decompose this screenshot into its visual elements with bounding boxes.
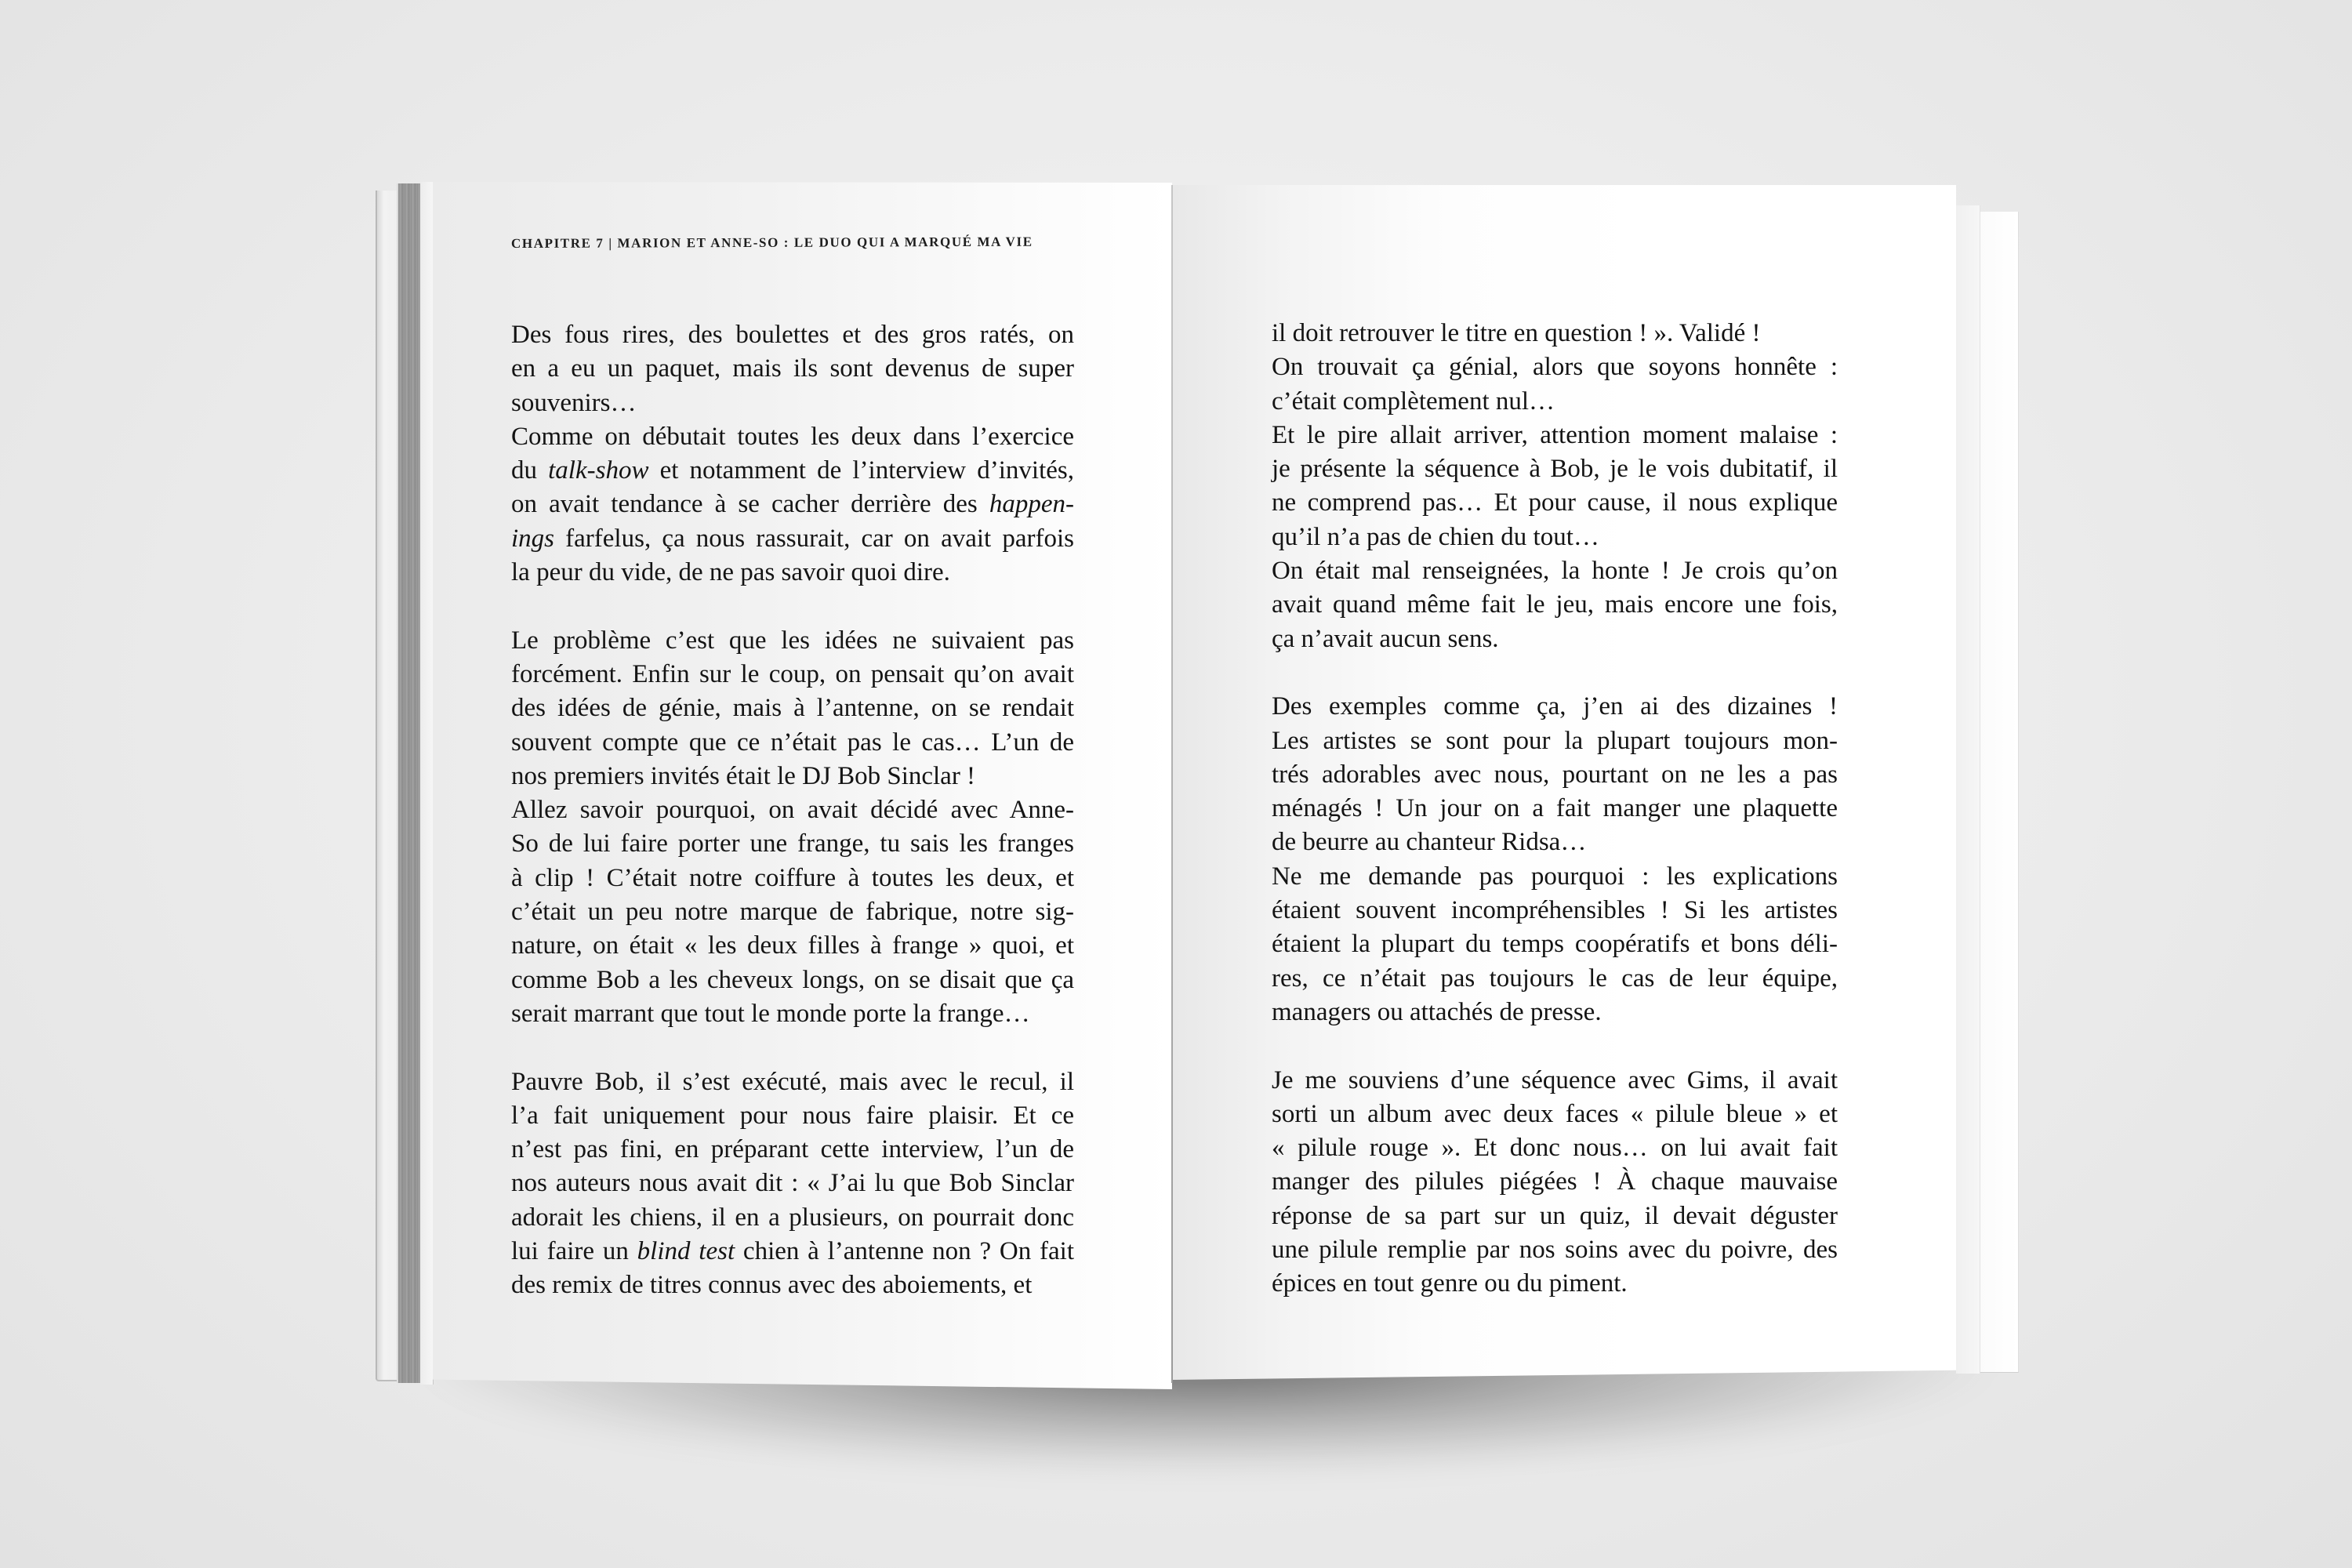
- text-line: étaient souvent incompréhensibles ! Si les artistes: [1272, 896, 1838, 925]
- text-line: managers ou attachés de presse.: [1272, 997, 1602, 1026]
- text-line: nos auteurs nous avait dit : « J’ai lu que Bob Sinclar: [511, 1169, 1074, 1198]
- right-page-text: [1272, 317, 1838, 1301]
- text-line: Je me souviens d’une séquence avec Gims, il avait: [1272, 1065, 1838, 1094]
- text-line: trés adorables avec nous, pourtant on ne les a pas: [1272, 760, 1838, 789]
- text-line: So de lui faire porter une frange, tu sais les franges: [511, 829, 1074, 858]
- text-line: Allez savoir pourquoi, on avait décidé avec Anne-: [511, 796, 1074, 825]
- text-line: c’était un peu notre marque de fabrique, notre sig-: [511, 898, 1074, 927]
- book-spine: [1171, 185, 1173, 1383]
- text-line: je présente la séquence à Bob, je le vois dubitatif, il: [1272, 455, 1838, 484]
- paragraph: [511, 624, 1074, 1032]
- text-line: du talk-show et notamment de l’interview d’invités,: [511, 456, 1074, 485]
- text-line: une pilule remplie par nos soins avec du poivre, des: [1272, 1236, 1838, 1265]
- text-line: adorait les chiens, il en a plusieurs, on pourrait donc: [511, 1203, 1074, 1232]
- text-line: à clip ! C’était notre coiffure à toutes les deux, et: [511, 863, 1074, 892]
- text-line: serait marrant que tout le monde porte la frange…: [511, 999, 1030, 1028]
- page-stack-edge-right: [1956, 205, 1980, 1374]
- text-line: réponse de sa part sur un quiz, il devait déguster: [1272, 1201, 1838, 1230]
- text-line: Les artistes se sont pour la plupart toujours mon-: [1272, 726, 1838, 755]
- page-edge-left: [420, 182, 434, 1385]
- text-line: nos premiers invités était le DJ Bob Sinclar !: [511, 761, 976, 790]
- text-line: On trouvait ça génial, alors que soyons honnête :: [1272, 353, 1838, 382]
- italic-term: ings: [511, 524, 555, 553]
- text-line: ménagés ! Un jour on a fait manger une plaquette: [1272, 794, 1838, 823]
- text-line: épices en tout genre ou du piment.: [1272, 1269, 1628, 1298]
- italic-term: talk-show: [548, 456, 649, 485]
- book-cover-edge-left: [376, 191, 399, 1381]
- italic-term: blind test: [637, 1237, 735, 1266]
- paragraph: [511, 318, 1074, 590]
- text-line: On était mal renseignées, la honte ! Je crois qu’on: [1272, 557, 1838, 586]
- text-line: la peur du vide, de ne pas savoir quoi dire.: [511, 558, 950, 587]
- text-line: souvenirs…: [511, 388, 637, 417]
- left-page-text: [511, 318, 1074, 1303]
- italic-term: happen-: [989, 490, 1074, 519]
- text-line: nature, on était « les deux filles à frange » quoi, et: [511, 931, 1074, 960]
- paragraph: [1272, 317, 1838, 656]
- text-line: étaient la plupart du temps coopératifs et bons déli-: [1272, 930, 1838, 959]
- text-line: avait quand même fait le jeu, mais encore une fois,: [1272, 590, 1838, 619]
- text-line: qu’il n’a pas de chien du tout…: [1272, 522, 1599, 551]
- text-line: Des exemples comme ça, j’en ai des dizaines !: [1272, 692, 1838, 721]
- text-line: l’a fait uniquement pour nous faire plaisir. Et ce: [511, 1101, 1074, 1130]
- text-line: c’était complètement nul…: [1272, 387, 1555, 416]
- paragraph: [1272, 690, 1838, 1029]
- text-line: ings farfelus, ça nous rassurait, car on avait parfois: [511, 524, 1074, 553]
- text-line: Ne me demande pas pourquoi : les explications: [1272, 862, 1838, 891]
- text-line: lui faire un blind test chien à l’antenne non ? On fait: [511, 1237, 1075, 1266]
- text-line: des idées de génie, mais à l’antenne, on se rendait: [511, 694, 1074, 723]
- text-line: Et le pire allait arriver, attention moment malaise :: [1272, 420, 1838, 449]
- text-line: comme Bob a les cheveux longs, on se disait que ça: [511, 965, 1074, 994]
- text-line: ça n’avait aucun sens.: [1272, 624, 1499, 653]
- text-line: Des fous rires, des boulettes et des gros ratés, on: [511, 321, 1074, 349]
- text-line: on avait tendance à se cacher derrière des happen-: [511, 490, 1074, 519]
- text-line: ne comprend pas… Et pour cause, il nous explique: [1272, 488, 1838, 517]
- text-line: sorti un album avec deux faces « pilule bleue » et: [1272, 1099, 1838, 1128]
- page-stack-edge-left: [397, 183, 422, 1383]
- text-line: manger des pilules piégées ! À chaque mauvaise: [1272, 1167, 1838, 1196]
- text-line: Le problème c’est que les idées ne suivaient pas: [511, 626, 1074, 655]
- book-cover-edge-right: [1980, 212, 2019, 1373]
- paragraph: [511, 1065, 1074, 1303]
- text-line: souvent compte que ce n’était pas le cas… L’un de: [511, 728, 1074, 757]
- text-line: res, ce n’était pas toujours le cas de leur équipe,: [1272, 964, 1838, 993]
- text-line: en a eu un paquet, mais ils sont devenus de super: [511, 354, 1074, 383]
- text-line: des remix de titres connus avec des aboiements, et: [511, 1271, 1033, 1300]
- text-line: Comme on débutait toutes les deux dans l’exercice: [511, 422, 1074, 451]
- text-line: forcément. Enfin sur le coup, on pensait qu’on avait: [511, 659, 1074, 688]
- running-head: CHAPITRE 7 | MARION ET ANNE-SO : LE DUO QUI A MARQUÉ MA VIE: [510, 234, 1033, 251]
- text-line: n’est pas fini, en préparant cette interview, l’un de: [511, 1135, 1074, 1164]
- paragraph: [1272, 1064, 1838, 1301]
- text-line: il doit retrouver le titre en question ! ». Validé !: [1272, 319, 1761, 347]
- text-line: « pilule rouge ». Et donc nous… on lui avait fait: [1272, 1134, 1838, 1163]
- text-line: Pauvre Bob, il s’est exécuté, mais avec le recul, il: [511, 1067, 1074, 1096]
- text-line: de beurre au chanteur Ridsa…: [1272, 828, 1587, 857]
